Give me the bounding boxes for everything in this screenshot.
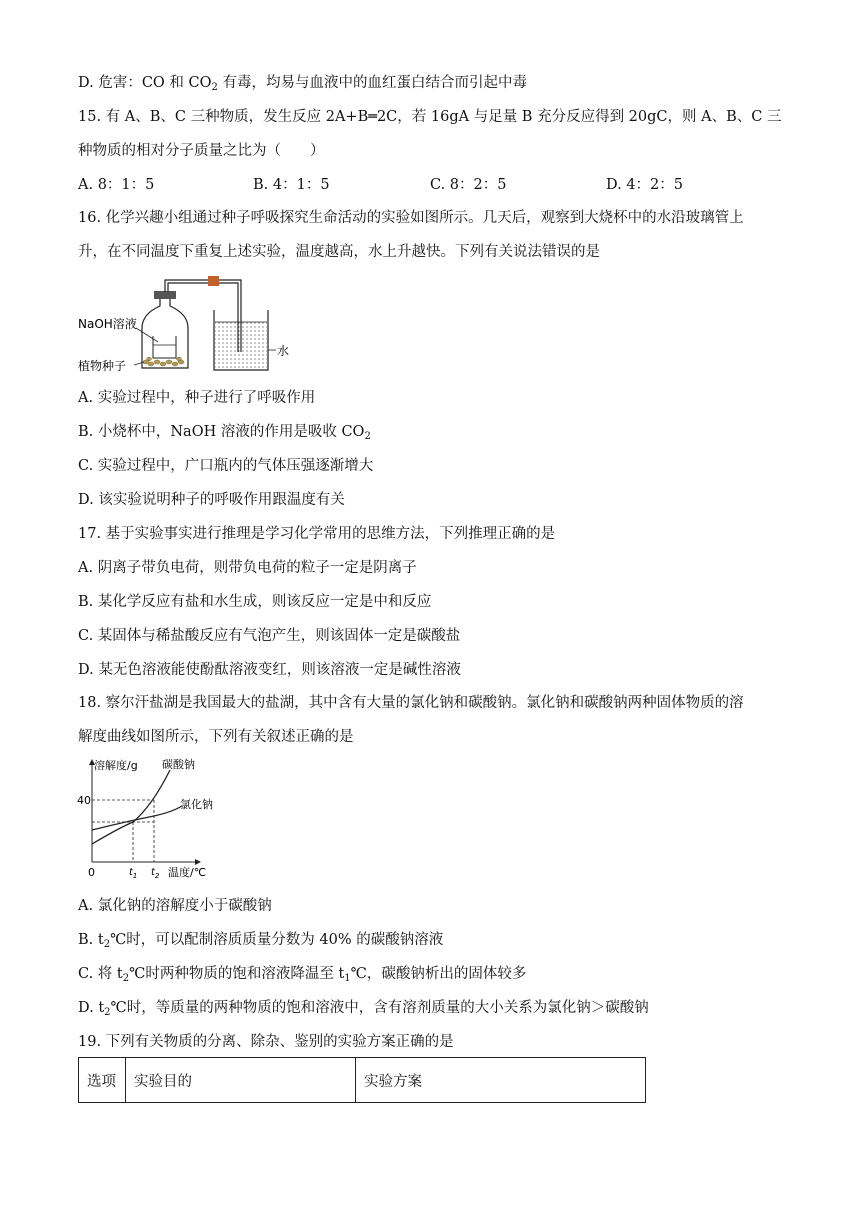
q16-option-d: D. 该实验说明种子的呼吸作用跟温度有关 bbox=[78, 492, 345, 508]
q19-stem: 19. 下列有关物质的分离、除杂、鉴别的实验方案正确的是 bbox=[78, 1034, 454, 1050]
clamp bbox=[208, 276, 219, 286]
q14-option-d bbox=[78, 73, 527, 93]
subscript: 2 bbox=[211, 82, 218, 93]
table-header-method: 实验方案 bbox=[356, 1058, 646, 1103]
q16-option-a: A. 实验过程中，种子进行了呼吸作用 bbox=[78, 390, 316, 406]
x-axis-label: 温度/℃ bbox=[168, 866, 207, 879]
q17-stem: 17. 基于实验事实进行推理是学习化学常用的思维方法，下列推理正确的是 bbox=[78, 526, 556, 542]
subscript: 2 bbox=[122, 973, 130, 984]
x-tick-t1-subscript: 1 bbox=[132, 872, 138, 880]
subscript: 2 bbox=[364, 431, 371, 442]
q18-option-a: A. 氯化钠的溶解度小于碳酸钠 bbox=[78, 898, 272, 914]
origin-label: 0 bbox=[88, 866, 95, 879]
subscript: 2 bbox=[104, 1007, 111, 1018]
solubility-curve-chart bbox=[74, 756, 224, 882]
y-axis-label: 溶解度/g bbox=[94, 759, 138, 772]
x-tick-t2 bbox=[151, 867, 160, 880]
table-header-row bbox=[79, 1058, 646, 1103]
q16-option-b-text: B. 小烧杯中，NaOH 溶液的作用是吸收 CO bbox=[78, 424, 365, 440]
q18-option-d bbox=[78, 998, 649, 1018]
table-header-purpose: 实验目的 bbox=[126, 1058, 356, 1103]
q16-option-b bbox=[78, 422, 371, 442]
q18-option-c bbox=[78, 964, 526, 984]
y-tick-40: 40 bbox=[77, 794, 91, 807]
q16-stem-line1: 16. 化学兴趣小组通过种子呼吸探究生命活动的实验如图所示。几天后，观察到大烧杯中的水沿玻璃管上 bbox=[78, 210, 744, 226]
q16-option-c: C. 实验过程中，广口瓶内的气体压强逐渐增大 bbox=[78, 458, 374, 474]
q17-option-c: C. 某固体与稀盐酸反应有气泡产生，则该固体一定是碳酸盐 bbox=[78, 628, 461, 644]
q15-option-c: C. 8：2：5 bbox=[430, 177, 507, 193]
q15-stem-line2: 种物质的相对分子质量之比为（ ） bbox=[78, 143, 325, 159]
q18-option-b-pre: B. t bbox=[78, 932, 104, 948]
x-tick-t2-subscript: 2 bbox=[154, 872, 160, 880]
x-tick-t2-letter: t bbox=[151, 867, 155, 878]
rubber-stopper bbox=[154, 291, 176, 299]
plant-seeds bbox=[143, 357, 184, 366]
q14-option-d-text: D. 危害：CO 和 CO bbox=[78, 75, 212, 91]
q15-option-b: B. 4：1：5 bbox=[253, 177, 330, 193]
x-tick-t1-letter: t bbox=[129, 867, 133, 878]
q18-option-d-pre: D. t bbox=[78, 1000, 105, 1016]
series-label-sodium-carbonate: 碳酸钠 bbox=[162, 758, 195, 771]
q17-option-b: B. 某化学反应有盐和水生成，则该反应一定是中和反应 bbox=[78, 594, 432, 610]
seeds-label: 植物种子 bbox=[78, 359, 127, 373]
q18-option-c-mid: ℃时两种物质的饱和溶液降温至 t bbox=[129, 966, 345, 982]
q18-option-c-post: ℃，碳酸钠析出的固体较多 bbox=[350, 966, 527, 982]
q18-option-b-post: ℃时，可以配制溶质质量分数为 40% 的碳酸钠溶液 bbox=[110, 932, 444, 948]
subscript: 1 bbox=[344, 973, 351, 984]
series-label-sodium-chloride: 氯化钠 bbox=[180, 798, 213, 811]
q15-option-a: A. 8：1：5 bbox=[78, 177, 155, 193]
water-label: 水 bbox=[277, 344, 290, 358]
q17-option-d: D. 某无色溶液能使酚酞溶液变红，则该溶液一定是碱性溶液 bbox=[78, 662, 461, 678]
q15-option-d: D. 4：2：5 bbox=[606, 177, 684, 193]
q18-option-b bbox=[78, 930, 443, 950]
table-header-option: 选项 bbox=[79, 1058, 126, 1103]
q18-stem-line2: 解度曲线如图所示，下列有关叙述正确的是 bbox=[78, 729, 354, 745]
subscript: 2 bbox=[103, 939, 111, 950]
seed-respiration-apparatus-figure bbox=[78, 270, 308, 378]
x-tick-t1 bbox=[129, 867, 137, 880]
water bbox=[215, 322, 267, 369]
q18-option-c-pre: C. 将 t bbox=[78, 966, 123, 982]
q14-option-d-text-end: 有毒，均易与血液中的血红蛋白结合而引起中毒 bbox=[217, 75, 527, 91]
small-beaker bbox=[153, 336, 176, 358]
q17-option-a: A. 阴离子带负电荷，则带负电荷的粒子一定是阴离子 bbox=[78, 560, 417, 576]
sodium-carbonate-curve bbox=[92, 770, 170, 844]
q15-stem-line1: 15. 有 A、B、C 三种物质，发生反应 2A+B═2C，若 16gA 与足量 B 充分反应得到 20gC，则 A、B、C 三 bbox=[78, 109, 782, 125]
naoh-label: NaOH溶液 bbox=[78, 317, 137, 331]
q16-stem-line2: 升，在不同温度下重复上述实验，温度越高，水上升越快。下列有关说法错误的是 bbox=[78, 244, 600, 260]
q18-option-d-post: ℃时，等质量的两种物质的饱和溶液中，含有溶剂质量的大小关系为氯化钠＞碳酸钠 bbox=[110, 1000, 649, 1016]
q18-stem-line1: 18. 察尔汗盐湖是我国最大的盐湖，其中含有大量的氯化钠和碳酸钠。氯化钠和碳酸钠两种固体物质的溶 bbox=[78, 695, 744, 711]
q19-table bbox=[78, 1057, 646, 1103]
